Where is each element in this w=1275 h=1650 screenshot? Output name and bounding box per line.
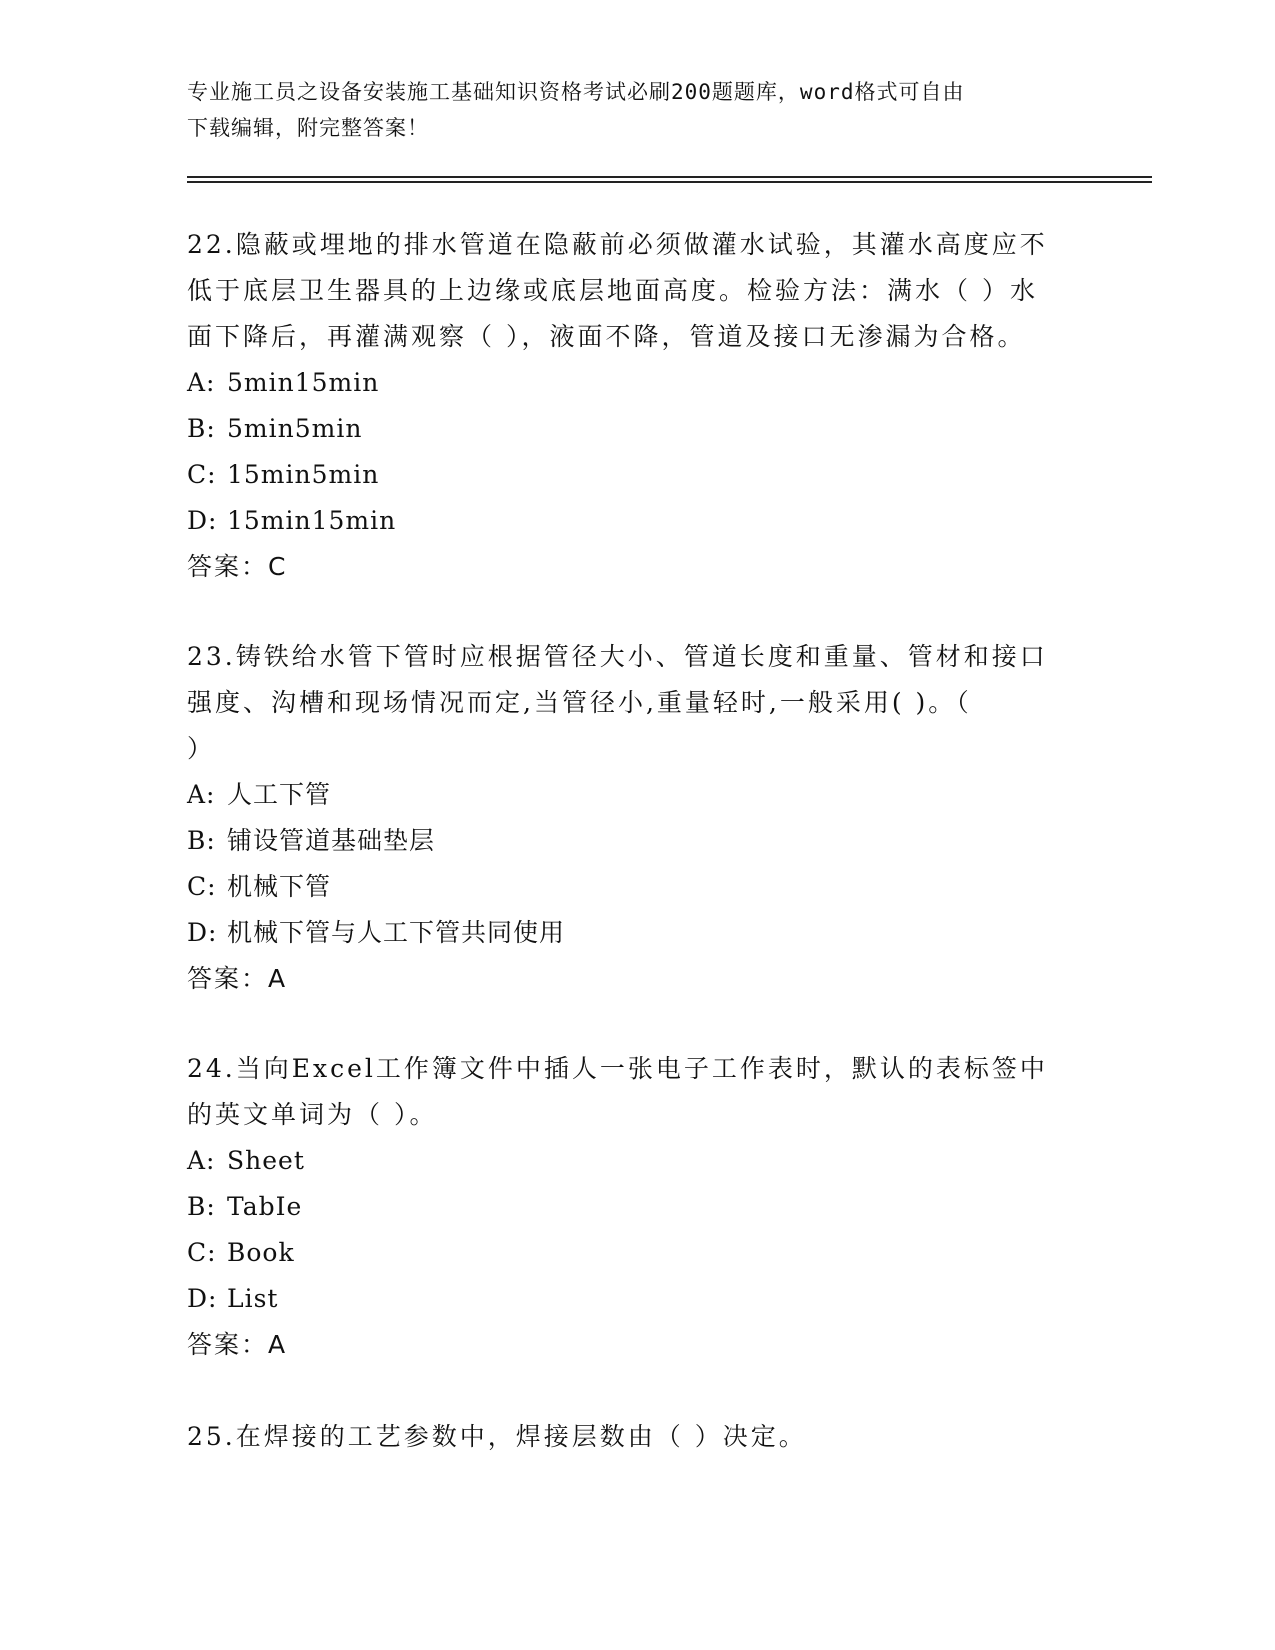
option-text: 机械下管与人工下管共同使用 — [227, 918, 566, 947]
option-text: 5min5min — [227, 414, 363, 443]
option-a — [187, 360, 1087, 406]
option-text: 15min15min — [227, 506, 397, 535]
option-a — [187, 772, 1087, 818]
option-text: Book — [227, 1238, 295, 1267]
option-key: B: — [187, 1192, 216, 1221]
option-key: B: — [187, 414, 216, 443]
question-24 — [187, 1046, 1087, 1368]
option-text: List — [227, 1284, 279, 1313]
option-text: 5min15min — [227, 368, 380, 397]
option-key: A: — [187, 1146, 216, 1175]
option-key: C: — [187, 1238, 217, 1267]
question-stem-line: 面下降后，再灌满观察（ ），液面不降，管道及接口无渗漏为合格。 — [187, 322, 1026, 351]
question-25 — [187, 1414, 1087, 1460]
question-23 — [187, 634, 1087, 1002]
option-key: A: — [187, 368, 216, 397]
option-text: Sheet — [227, 1146, 305, 1175]
option-text: 铺设管道基础垫层 — [227, 826, 436, 855]
option-key: B: — [187, 826, 216, 855]
option-c — [187, 452, 1087, 498]
option-key: C: — [187, 460, 217, 489]
option-text: 人工下管 — [227, 780, 332, 809]
question-stem-line: 25.在焊接的工艺参数中，焊接层数由（ ）决定。 — [187, 1422, 807, 1451]
question-stem-line: 24.当向Excel工作簿文件中插人一张电子工作表时，默认的表标签中 — [187, 1054, 1048, 1083]
option-d — [187, 498, 1087, 544]
question-stem-line: 低于底层卫生器具的上边缘或底层地面高度。检验方法：满水（ ）水 — [187, 276, 1038, 305]
option-d — [187, 910, 1087, 956]
answer-line: 答案：A — [187, 1330, 288, 1359]
question-stem-line: 强度、沟槽和现场情况而定,当管径小,重量轻时,一般采用( )。（ — [187, 688, 972, 717]
option-b — [187, 406, 1087, 452]
option-key: D: — [187, 506, 218, 535]
option-b — [187, 1184, 1087, 1230]
answer-line: 答案：C — [187, 552, 288, 581]
option-key: C: — [187, 872, 217, 901]
option-text: TabIe — [227, 1192, 303, 1221]
option-b — [187, 818, 1087, 864]
document-header — [187, 74, 1087, 146]
option-a — [187, 1138, 1087, 1184]
option-key: D: — [187, 1284, 218, 1313]
question-22 — [187, 222, 1087, 590]
question-stem-line: 23.铸铁给水管下管时应根据管径大小、管道长度和重量、管材和接口 — [187, 642, 1048, 671]
header-divider-bottom — [187, 181, 1152, 183]
question-stem-line: 22.隐蔽或埋地的排水管道在隐蔽前必须做灌水试验，其灌水高度应不 — [187, 230, 1048, 259]
option-c — [187, 1230, 1087, 1276]
answer-line: 答案：A — [187, 964, 288, 993]
question-stem-line: ） — [187, 734, 216, 763]
header-line-2: 下载编辑，附完整答案！ — [187, 116, 429, 140]
option-key: D: — [187, 918, 218, 947]
option-text: 15min5min — [227, 460, 380, 489]
question-stem-line: 的英文单词为（ ）。 — [187, 1100, 438, 1129]
header-line-1: 专业施工员之设备安装施工基础知识资格考试必刷200题题库，word格式可自由 — [187, 80, 965, 104]
option-d — [187, 1276, 1087, 1322]
option-c — [187, 864, 1087, 910]
option-key: A: — [187, 780, 216, 809]
option-text: 机械下管 — [227, 872, 332, 901]
header-divider-top — [187, 176, 1152, 178]
